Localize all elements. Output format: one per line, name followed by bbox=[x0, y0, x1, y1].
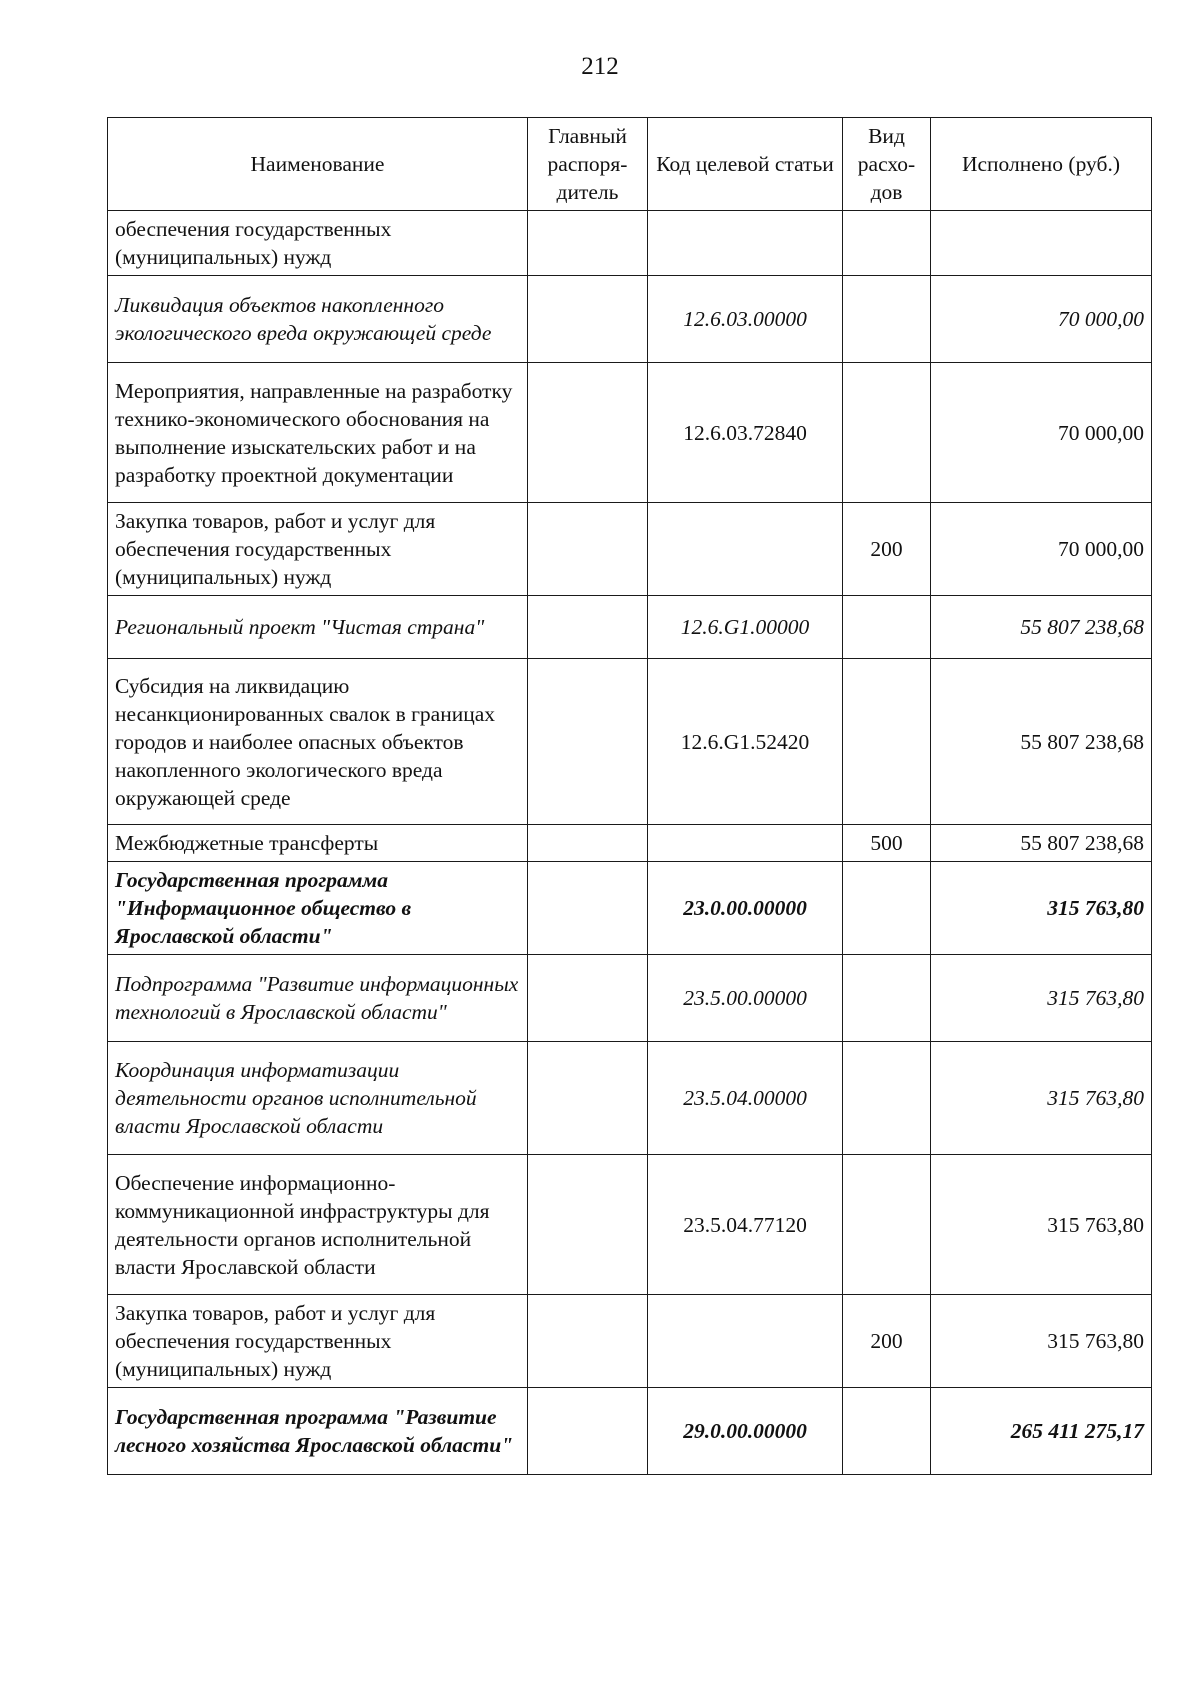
table-row bbox=[108, 1295, 1152, 1388]
cell-code: 29.0.00.00000 bbox=[648, 1388, 843, 1475]
cell-expense-type bbox=[843, 1155, 931, 1295]
table-row bbox=[108, 363, 1152, 503]
cell-name: Подпрограмма "Развитие информационных технологий в Ярославской области" bbox=[108, 955, 528, 1042]
table-header bbox=[108, 118, 1152, 211]
cell-name: Обеспечение информационно-коммуникационной инфраструктуры для деятельности органов исполнительной власти Ярославской области bbox=[108, 1155, 528, 1295]
cell-executed-sum: 70 000,00 bbox=[931, 363, 1152, 503]
cell-code bbox=[648, 503, 843, 596]
table-row bbox=[108, 1042, 1152, 1155]
table-row bbox=[108, 955, 1152, 1042]
cell-manager bbox=[528, 955, 648, 1042]
header-expense-type: Вид расхо-дов bbox=[843, 118, 931, 211]
cell-code bbox=[648, 211, 843, 276]
cell-manager bbox=[528, 211, 648, 276]
cell-code bbox=[648, 1295, 843, 1388]
table-row bbox=[108, 659, 1152, 825]
header-row bbox=[108, 118, 1152, 211]
cell-expense-type bbox=[843, 659, 931, 825]
cell-code: 12.6.G1.00000 bbox=[648, 596, 843, 659]
cell-name: Координация информатизации деятельности органов исполнительной власти Ярославской области bbox=[108, 1042, 528, 1155]
cell-expense-type bbox=[843, 862, 931, 955]
cell-expense-type: 200 bbox=[843, 1295, 931, 1388]
cell-name: Государственная программа "Информационное общество в Ярославской области" bbox=[108, 862, 528, 955]
table-row bbox=[108, 1388, 1152, 1475]
page-number: 212 bbox=[581, 53, 619, 80]
cell-expense-type bbox=[843, 1042, 931, 1155]
cell-name: Закупка товаров, работ и услуг для обеспечения государственных (муниципальных) нужд bbox=[108, 503, 528, 596]
cell-executed-sum: 265 411 275,17 bbox=[931, 1388, 1152, 1475]
cell-executed-sum: 315 763,80 bbox=[931, 1155, 1152, 1295]
cell-expense-type bbox=[843, 211, 931, 276]
cell-executed-sum: 315 763,80 bbox=[931, 1295, 1152, 1388]
cell-code bbox=[648, 825, 843, 862]
cell-name: Субсидия на ликвидацию несанкционированных свалок в границах городов и наиболее опасных объектов накопленного экологического вреда окружающей среде bbox=[108, 659, 528, 825]
table-row bbox=[108, 1155, 1152, 1295]
cell-executed-sum: 70 000,00 bbox=[931, 276, 1152, 363]
cell-manager bbox=[528, 862, 648, 955]
header-executed-sum: Исполнено (руб.) bbox=[931, 118, 1152, 211]
header-manager: Главный распоря-дитель bbox=[528, 118, 648, 211]
cell-manager bbox=[528, 276, 648, 363]
cell-expense-type bbox=[843, 276, 931, 363]
table-row bbox=[108, 276, 1152, 363]
cell-manager bbox=[528, 363, 648, 503]
cell-expense-type bbox=[843, 596, 931, 659]
cell-code: 23.5.00.00000 bbox=[648, 955, 843, 1042]
cell-manager bbox=[528, 659, 648, 825]
cell-expense-type bbox=[843, 955, 931, 1042]
cell-executed-sum: 55 807 238,68 bbox=[931, 596, 1152, 659]
table-row bbox=[108, 596, 1152, 659]
cell-expense-type bbox=[843, 363, 931, 503]
cell-name: Закупка товаров, работ и услуг для обеспечения государственных (муниципальных) нужд bbox=[108, 1295, 528, 1388]
table-row bbox=[108, 825, 1152, 862]
cell-code: 12.6.03.00000 bbox=[648, 276, 843, 363]
cell-expense-type bbox=[843, 1388, 931, 1475]
budget-execution-table bbox=[107, 117, 1152, 1475]
cell-manager bbox=[528, 825, 648, 862]
cell-expense-type: 500 bbox=[843, 825, 931, 862]
cell-executed-sum: 55 807 238,68 bbox=[931, 825, 1152, 862]
header-name: Наименование bbox=[108, 118, 528, 211]
cell-code: 12.6.03.72840 bbox=[648, 363, 843, 503]
header-code: Код целевой статьи bbox=[648, 118, 843, 211]
cell-executed-sum: 70 000,00 bbox=[931, 503, 1152, 596]
cell-name: Региональный проект "Чистая страна" bbox=[108, 596, 528, 659]
table-row bbox=[108, 862, 1152, 955]
cell-executed-sum: 55 807 238,68 bbox=[931, 659, 1152, 825]
cell-manager bbox=[528, 1388, 648, 1475]
cell-manager bbox=[528, 503, 648, 596]
cell-code: 23.0.00.00000 bbox=[648, 862, 843, 955]
cell-name: обеспечения государственных (муниципальных) нужд bbox=[108, 211, 528, 276]
table-body bbox=[108, 211, 1152, 1475]
cell-code: 12.6.G1.52420 bbox=[648, 659, 843, 825]
cell-executed-sum: 315 763,80 bbox=[931, 1042, 1152, 1155]
cell-name: Межбюджетные трансферты bbox=[108, 825, 528, 862]
cell-executed-sum: 315 763,80 bbox=[931, 955, 1152, 1042]
cell-executed-sum bbox=[931, 211, 1152, 276]
cell-manager bbox=[528, 596, 648, 659]
cell-manager bbox=[528, 1042, 648, 1155]
cell-name: Государственная программа "Развитие лесного хозяйства Ярославской области" bbox=[108, 1388, 528, 1475]
cell-manager bbox=[528, 1155, 648, 1295]
cell-code: 23.5.04.77120 bbox=[648, 1155, 843, 1295]
table-row bbox=[108, 503, 1152, 596]
cell-name: Мероприятия, направленные на разработку технико-экономического обоснования на выполнение изыскательских работ и на разработку проектной документации bbox=[108, 363, 528, 503]
cell-expense-type: 200 bbox=[843, 503, 931, 596]
cell-code: 23.5.04.00000 bbox=[648, 1042, 843, 1155]
table-row bbox=[108, 211, 1152, 276]
cell-executed-sum: 315 763,80 bbox=[931, 862, 1152, 955]
cell-manager bbox=[528, 1295, 648, 1388]
cell-name: Ликвидация объектов накопленного экологического вреда окружающей среде bbox=[108, 276, 528, 363]
